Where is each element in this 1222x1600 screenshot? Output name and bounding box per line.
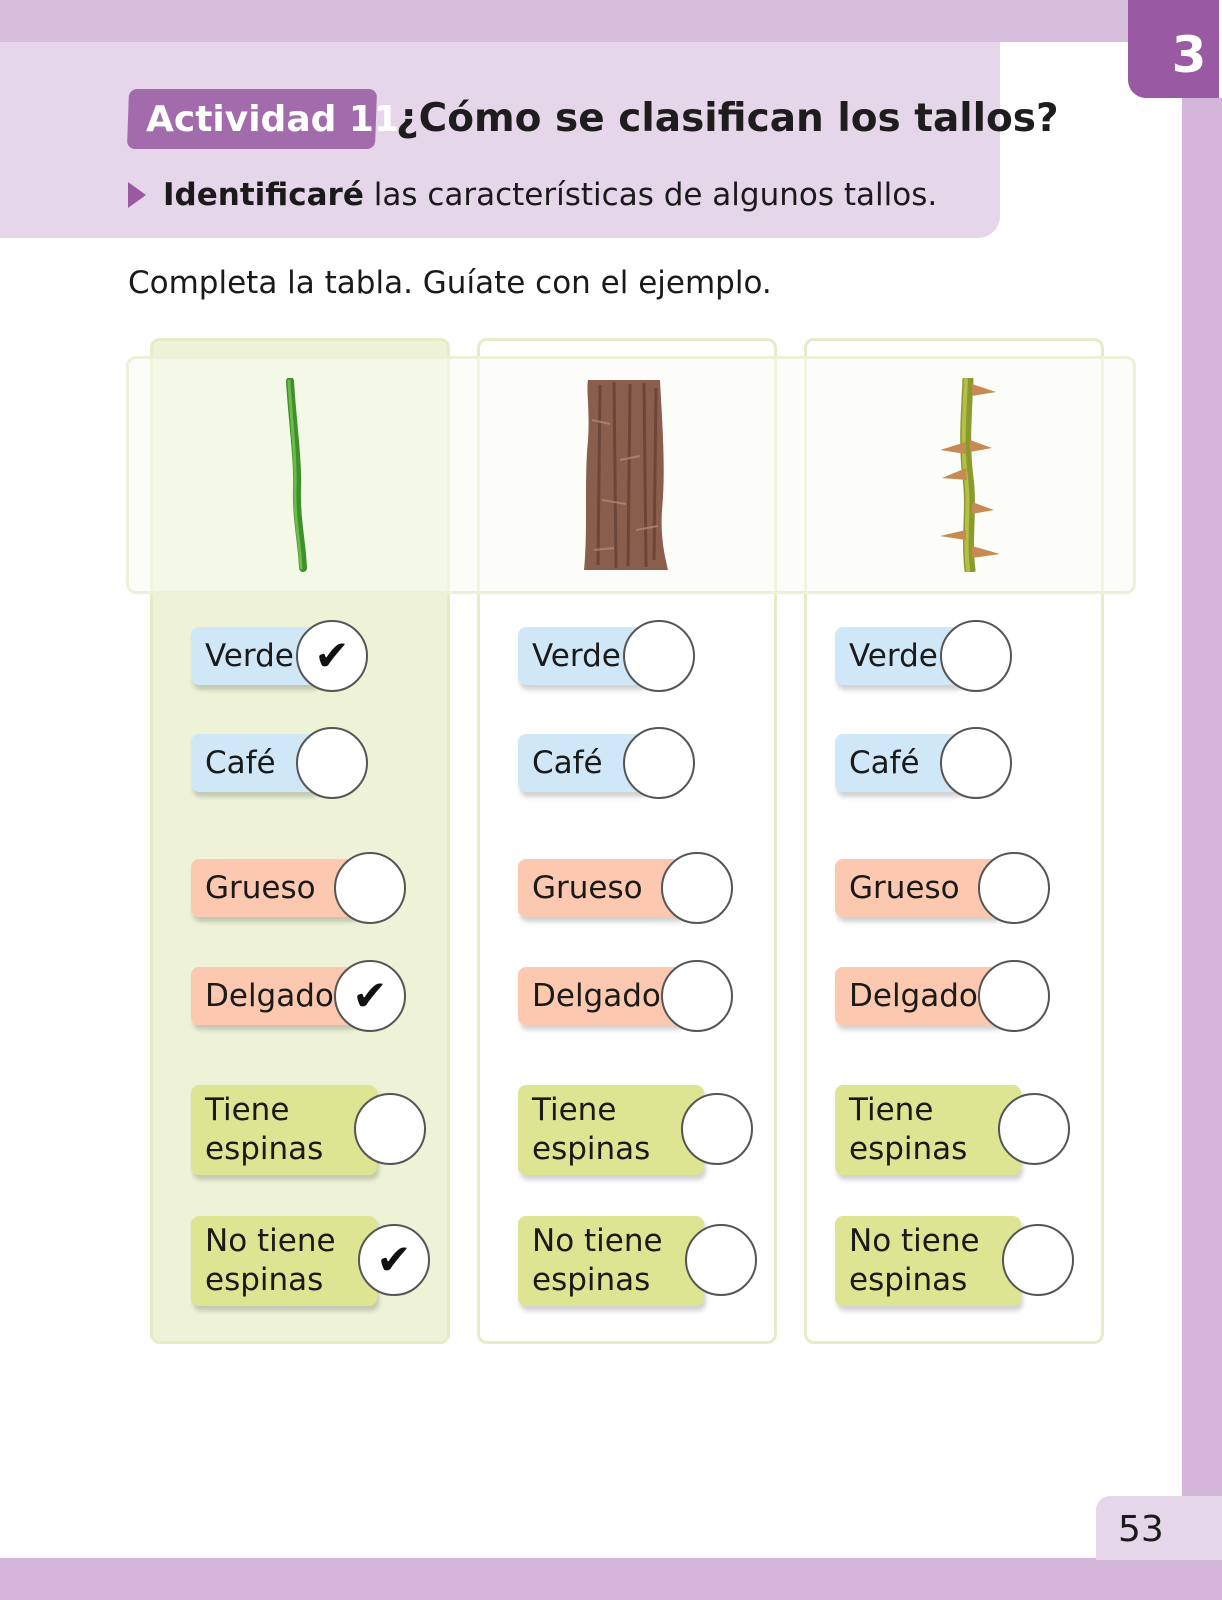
answer-circle-tiene-espinas[interactable]: [354, 1093, 426, 1165]
answer-circle-delgado[interactable]: [978, 960, 1050, 1032]
option-tiene-espinas: Tiene espinas: [518, 1085, 704, 1175]
answer-circle-no-tiene-espinas[interactable]: [685, 1224, 757, 1296]
answer-circle-grueso[interactable]: [661, 852, 733, 924]
bottom-band: [0, 1558, 1222, 1600]
thick-brown-trunk-icon: [580, 380, 670, 570]
answer-circle-no-tiene-espinas[interactable]: [1002, 1224, 1074, 1296]
answer-circle-verde[interactable]: [940, 620, 1012, 692]
triangle-bullet-icon: [128, 182, 146, 208]
chapter-tab: [1128, 0, 1222, 98]
option-no-tiene-espinas: No tiene espinas: [191, 1216, 377, 1306]
page-title: ¿Cómo se clasifican los tallos?: [396, 96, 1059, 141]
thorny-stem-icon: [930, 378, 1010, 572]
answer-circle-grueso[interactable]: [978, 852, 1050, 924]
option-cafe: Café: [191, 734, 319, 792]
option-no-tiene-espinas: No tiene espinas: [835, 1216, 1021, 1306]
option-cafe: Café: [835, 734, 963, 792]
answer-circle-verde[interactable]: [623, 620, 695, 692]
learning-goal: [163, 174, 937, 216]
page-number: 53: [1118, 1509, 1164, 1550]
right-margin-band: [1182, 0, 1222, 1600]
chapter-number: 3: [1171, 26, 1207, 84]
instruction: Completa la tabla. Guíate con el ejemplo.: [128, 265, 772, 301]
activity-label: Actividad 11: [146, 99, 400, 140]
answer-circle-cafe[interactable]: [940, 727, 1012, 799]
option-delgado: Delgado: [835, 967, 1001, 1025]
option-no-tiene-espinas: No tiene espinas: [518, 1216, 704, 1306]
option-verde: Verde: [835, 627, 963, 685]
thin-green-stem-icon: [280, 378, 330, 572]
answer-circle-verde[interactable]: ✔: [296, 620, 368, 692]
answer-circle-delgado[interactable]: [661, 960, 733, 1032]
answer-circle-cafe[interactable]: [296, 727, 368, 799]
answer-circle-tiene-espinas[interactable]: [681, 1093, 753, 1165]
option-verde: Verde: [518, 627, 646, 685]
option-delgado: Delgado: [191, 967, 357, 1025]
option-tiene-espinas: Tiene espinas: [191, 1085, 377, 1175]
option-delgado: Delgado: [518, 967, 684, 1025]
option-grueso: Grueso: [518, 859, 684, 917]
answer-circle-tiene-espinas[interactable]: [998, 1093, 1070, 1165]
answer-circle-cafe[interactable]: [623, 727, 695, 799]
answer-circle-delgado[interactable]: ✔: [334, 960, 406, 1032]
option-verde: Verde: [191, 627, 319, 685]
option-grueso: Grueso: [835, 859, 1001, 917]
answer-circle-grueso[interactable]: [334, 852, 406, 924]
learning-goal-verb: Identificaré: [163, 177, 364, 213]
learning-goal-rest: las características de algunos tallos.: [363, 177, 938, 213]
option-cafe: Café: [518, 734, 646, 792]
answer-circle-no-tiene-espinas[interactable]: ✔: [358, 1224, 430, 1296]
option-grueso: Grueso: [191, 859, 357, 917]
option-tiene-espinas: Tiene espinas: [835, 1085, 1021, 1175]
top-band: [0, 0, 1222, 42]
